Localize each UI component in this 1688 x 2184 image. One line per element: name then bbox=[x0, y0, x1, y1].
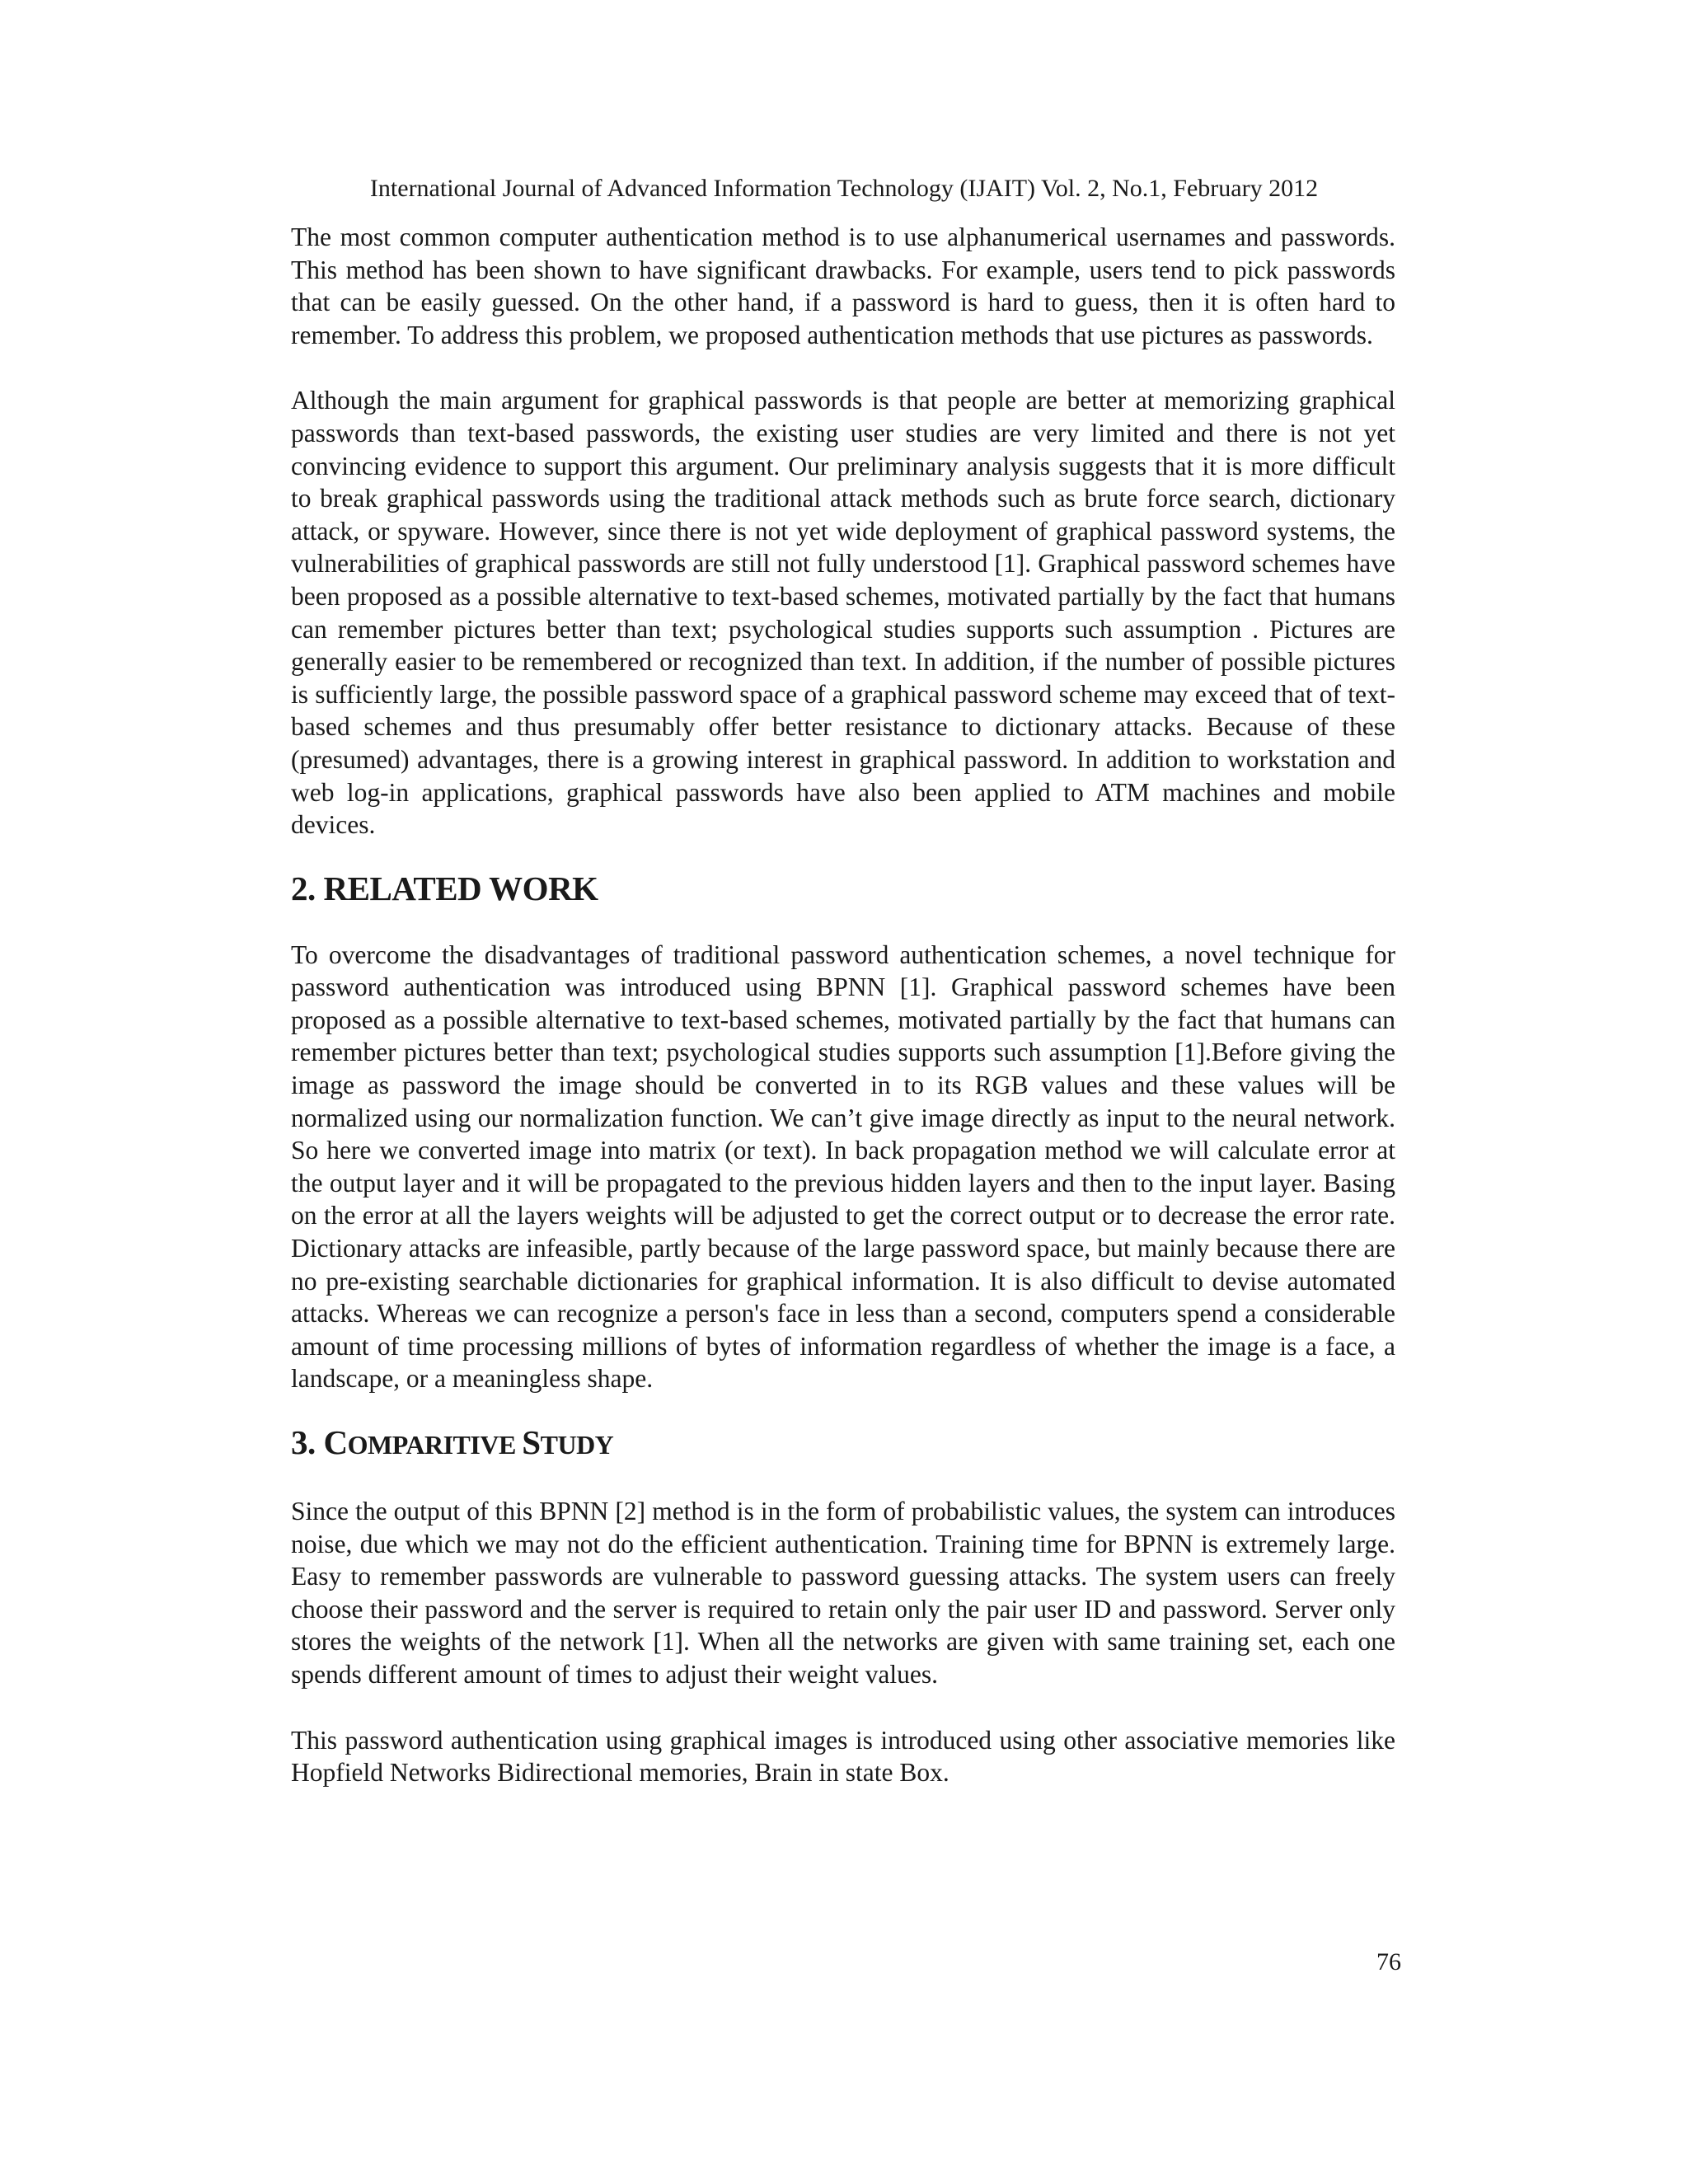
page-number: 76 bbox=[1376, 1948, 1401, 1975]
section-3-heading-initial-1: C bbox=[323, 1423, 348, 1461]
section-2-heading: 2. RELATED WORK bbox=[291, 869, 598, 907]
section-3-heading-rest-2: TUDY bbox=[540, 1430, 614, 1460]
intro-paragraph-2: Although the main argument for graphical passwords is that people are better at memorizing graphical passwords than text-based passwords, the existing user studies are very limited and there is not yet convincing evidence to support this argument. Our preliminary analysis suggests that it is more difficult to break graphical passwords using the traditional attack methods such as brute force search, dictionary attack, or spyware. However, since there is not yet wide deployment of graphical password systems, the vulnerabilities of graphical passwords are still not fully understood [1]. Graphical password schemes have been proposed as a possible alternative to text-based schemes, motivated partially by the fact that humans can remember pictures better than text; psychological studies supports such assumption . Pictures are generally easier to be remembered or recognized than text. In addition, if the number of possible pictures is sufficiently large, the possible password space of a graphical password scheme may exceed that of text- based schemes and thus presumably offer better resistance to dictionary attacks. Because of these (presumed) advantages, there is a growing interest in graphical password. In addition to workstation and web log-in applications, graphical passwords have also been applied to ATM machines and mobile devices. bbox=[291, 386, 1395, 840]
body-text bbox=[291, 221, 1395, 1789]
section-3-paragraph-2: This password authentication using graphical images is introduced using other associative memories like Hopfield Networks Bidirectional memories, Brain in state Box. bbox=[291, 1725, 1395, 1788]
section-3-heading-rest-1: OMPARITIVE bbox=[347, 1430, 523, 1460]
section-3-heading-initial-2: S bbox=[522, 1423, 541, 1461]
intro-paragraph-1: The most common computer authentication method is to use alphanumerical usernames and passwords. This method has been shown to have significant drawbacks. For example, users tend to pick passwords that can be easily guessed. On the other hand, if a password is hard to guess, then it is often hard to remember. To address this problem, we proposed authentication methods that use pictures as passwords. bbox=[291, 223, 1395, 349]
section-3-heading bbox=[291, 1422, 1395, 1465]
section-3-paragraph-1: Since the output of this BPNN [2] method is in the form of probabilistic values, the system can introduces noise, due which we may not do the efficient authentication. Training time for BPNN is extremely large. Easy to remember passwords are vulnerable to password guessing attacks. The system users can freely choose their password and the server is required to retain only the pair user ID and password. Server only stores the weights of the network [1]. When all the networks are given with same training set, each one spends different amount of times to adjust their weight values. bbox=[291, 1497, 1395, 1689]
section-3-heading-number: 3. bbox=[291, 1423, 324, 1461]
section-2-paragraph-1: To overcome the disadvantages of traditional password authentication schemes, a novel technique for password authentication was introduced using BPNN [1]. Graphical password schemes have been proposed as a possible alternative to text-based schemes, motivated partially by the fact that humans can remember pictures better than text; psychological studies supports such assumption [1].Before giving the image as password the image should be converted in to its RGB values and these values will be normalized using our normalization function. We can’t give image directly as input to the neural network. So here we converted image into matrix (or text). In back propagation method we will calculate error at the output layer and it will be propagated to the previous hidden layers and then to the input layer. Basing on the error at all the layers weights will be adjusted to get the correct output or to decrease the error rate. Dictionary attacks are infeasible, partly because of the large password space, but mainly because there are no pre-existing searchable dictionaries for graphical information. It is also difficult to devise automated attacks. Whereas we can recognize a person's face in less than a second, computers spend a considerable amount of time processing millions of bytes of information regardless of whether the image is a face, a landscape, or a meaningless shape. bbox=[291, 940, 1395, 1394]
running-header: International Journal of Advanced Information Technology (IJAIT) Vol. 2, No.1, February 2012 bbox=[369, 175, 1319, 202]
